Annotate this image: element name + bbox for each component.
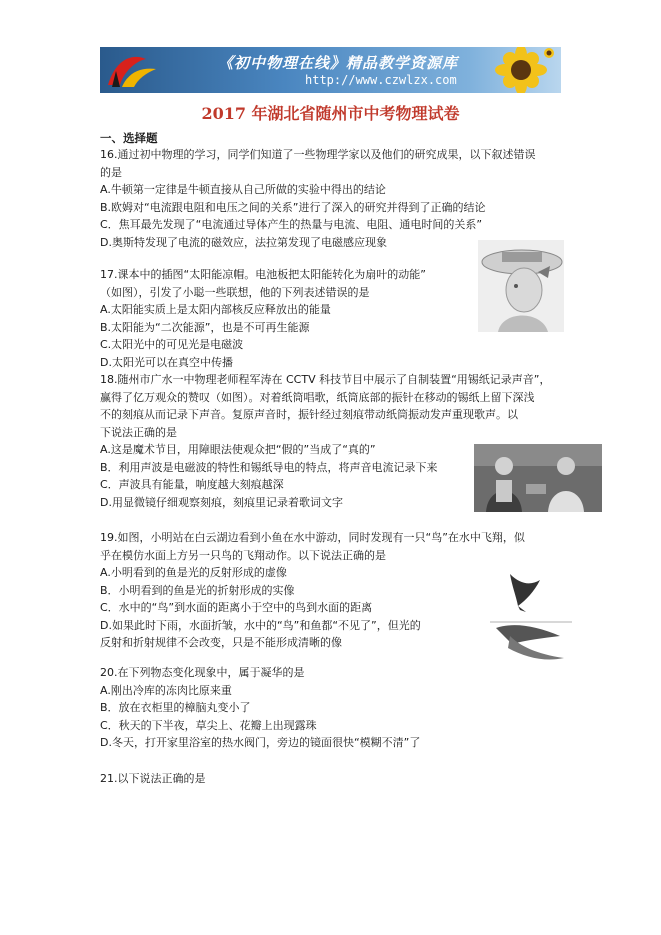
option-d: D.用显微镜仔细观察刻痕，刻痕里记录着歌词文字 <box>100 495 343 509</box>
option-d: D.太阳光可以在真空中传播 <box>100 355 233 369</box>
option-c: C．焦耳最先发现了“电流通过导体产生的热量与电流、电阻、通电时间的关系” <box>100 218 483 231</box>
option-b: B.太阳能为“二次能源”，也是不可再生能源 <box>100 320 310 334</box>
site-name: 《初中物理在线》精品教学资源库 <box>218 54 459 72</box>
option-c: C．水中的“鸟”到水面的距离小于空中的鸟到水面的距离 <box>100 601 373 614</box>
question-text: 19.如图，小明站在白云湖边看到小鱼在水中游动，同时发现有一只“鸟”在水中飞翔，似 <box>100 531 525 544</box>
header-banner <box>100 47 561 93</box>
bird-reflection-figure <box>490 566 572 666</box>
option-b: B.欧姆对“电流跟电阻和电压之间的关系”进行了深入的研究并得到了正确的结论 <box>100 200 486 214</box>
question-text: 下说法正确的是 <box>100 425 177 439</box>
question-text: 的是 <box>100 165 122 179</box>
section-heading: 一、选择题 <box>100 131 158 145</box>
question-21 <box>100 770 206 788</box>
question-text: （如图），引发了小聪一些联想，他的下列表述错误的是 <box>100 285 370 299</box>
question-text: 赢得了亿万观众的赞叹（如图）。对着纸筒唱歌，纸筒底部的振针在移动的锡纸上留下深浅 <box>100 390 535 404</box>
question-text: 18.随州市广水一中物理老师程军涛在 CCTV 科技节目中展示了自制装置“用锡纸记录声音”， <box>100 373 551 386</box>
option-b: B．放在衣柜里的樟脑丸变小了 <box>100 701 251 714</box>
option-d: D.冬天，打开家里浴室的热水阀门，旁边的镜面很快“模糊不清”了 <box>100 736 421 749</box>
question-text: 20.在下列物态变化现象中，属于凝华的是 <box>100 666 305 679</box>
question-text: 21.以下说法正确的是 <box>100 772 206 785</box>
question-text: 16.通过初中物理的学习，同学们知道了一些物理学家以及他们的研究成果，以下叙述错误 <box>100 148 536 161</box>
solar-cap-figure <box>478 240 564 332</box>
option-a: A.太阳能实质上是太阳内部核反应释放出的能量 <box>100 303 331 316</box>
tv-show-photo <box>474 444 602 512</box>
option-a: A.小明看到的鱼是光的反射形成的虚像 <box>100 566 287 579</box>
question-text: 不的刻痕从而记录下声音。复原声音时，振针经过刻痕带动纸筒振动发声重现歌声。以 <box>100 408 518 421</box>
question-text: 乎在模仿水面上方另一只鸟的飞翔动作。以下说法正确的是 <box>100 548 386 562</box>
site-url: http://www.czwlzx.com <box>305 73 457 87</box>
question-19 <box>100 529 525 652</box>
option-b: B．小明看到的鱼是光的折射形成的实像 <box>100 583 295 597</box>
option-d-continued: 反射和折射规律不会改变，只是不能形成清晰的像 <box>100 636 342 649</box>
sunflower-icon <box>477 47 557 93</box>
option-a: A.这是魔术节目，用障眼法使观众把“假的”当成了“真的” <box>100 443 376 456</box>
option-c: C．秋天的下半夜，草尖上、花瓣上出现露珠 <box>100 718 317 732</box>
question-16 <box>100 146 536 251</box>
option-a: A.牛顿第一定律是牛顿直接从自己所做的实验中得出的结论 <box>100 183 386 196</box>
site-logo-icon <box>102 49 162 91</box>
option-a: A.刚出冷库的冻肉比原来重 <box>100 683 232 697</box>
question-17 <box>100 266 426 371</box>
option-d: D.如果此时下雨，水面折皱，水中的“鸟”和鱼都“不见了”，但光的 <box>100 618 421 632</box>
question-text: 17.课本中的插图“太阳能凉帽。电池板把太阳能转化为扇叶的动能” <box>100 268 426 281</box>
question-20 <box>100 664 420 752</box>
option-d: D.奥斯特发现了电流的磁效应，法拉第发现了电磁感应现象 <box>100 235 387 249</box>
option-c: C.太阳光中的可见光是电磁波 <box>100 338 244 351</box>
option-c: C．声波具有能量，响度越大刻痕越深 <box>100 478 284 491</box>
page-title: 2017 年湖北省随州市中考物理试卷 <box>201 104 460 123</box>
option-b: B．利用声波是电磁波的特性和锡纸导电的特点，将声音电流记录下来 <box>100 460 438 474</box>
